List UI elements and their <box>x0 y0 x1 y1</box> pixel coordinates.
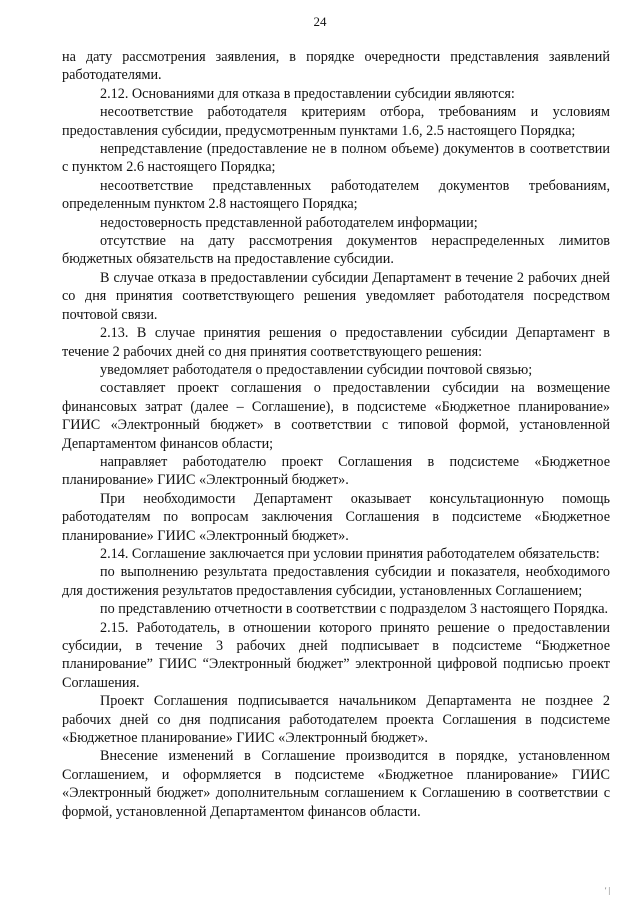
paragraph: 2.12. Основаниями для отказа в предоставлении субсидии являются: <box>100 85 515 102</box>
paragraph: уведомляет работодателя о предоставлении субсидии почтовой связью; <box>100 361 533 378</box>
paragraph: Проект Соглашения подписывается начальником Департамента не позднее 2 рабочих дней со дня подписания работодателем проекта Соглашения в подсистеме «Бюджетное планирование» ГИИС «Электронный бюджет». <box>62 693 610 747</box>
paragraph: отсутствие на дату рассмотрения документов нераспределенных лимитов бюджетных обязательств на предоставление субсидии. <box>62 233 610 268</box>
paragraph: на дату рассмотрения заявления, в порядке очередности представления заявлений работодателями. <box>62 49 610 84</box>
document-body <box>62 48 610 821</box>
paragraph: несоответствие работодателя критериям отбора, требованиям и условиям предоставления субсидии, предусмотренным пунктами 1.6, 2.5 настоящего Порядка; <box>62 104 610 139</box>
paragraph: 2.13. В случае принятия решения о предоставлении субсидии Департамент в течение 2 рабочих дней со дня принятия соответствующего решения: <box>62 325 610 360</box>
paragraph: недостоверность представленной работодателем информации; <box>100 214 478 231</box>
paragraph: При необходимости Департамент оказывает консультационную помощь работодателям по вопросам заключения Соглашения в подсистеме «Бюджетное планирование» ГИИС «Электронный бюджет». <box>62 490 610 544</box>
corner-mark: ' | <box>604 886 610 895</box>
paragraph: по представлению отчетности в соответствии с подразделом 3 настоящего Порядка. <box>100 601 609 618</box>
paragraph: несоответствие представленных работодателем документов требованиям, определенным пунктом 2.8 настоящего Порядка; <box>62 177 610 213</box>
paragraph: В случае отказа в предоставлении субсидии Департамент в течение 2 рабочих дней со дня принятия соответствующего решения уведомляет работодателя посредством почтовой связи. <box>62 269 610 323</box>
paragraph: направляет работодателю проект Соглашения в подсистеме «Бюджетное планирование» ГИИС «Электронный бюджет». <box>62 453 610 489</box>
paragraph: по выполнению результата предоставления субсидии и показателя, необходимого для достижения результатов предоставления субсидии, установленных Соглашением; <box>62 564 610 599</box>
paragraph: Внесение изменений в Соглашение производится в порядке, установленном Соглашением, и оформляется в подсистеме «Бюджетное планирование» ГИИС «Электронный бюджет» дополнительным соглашением к Соглашению в соответствии с формой, установленной Департаментом финансов области. <box>62 748 610 820</box>
paragraph: непредставление (предоставление не в полном объеме) документов в соответствии с пунктом 2.6 настоящего Порядка; <box>62 141 610 176</box>
page-number: 24 <box>313 14 327 29</box>
paragraph: составляет проект соглашения о предоставлении субсидии на возмещение финансовых затрат (далее – Соглашение), в подсистеме «Бюджетное планирование» ГИИС «Электронный бюджет» в соответствии с типовой формой, установленной Департаментом финансов области; <box>62 380 610 452</box>
paragraph: 2.14. Соглашение заключается при условии принятия работодателем обязательств: <box>100 545 600 562</box>
paragraph: 2.15. Работодатель, в отношении которого принято решение о предоставлении субсидии, в течение 3 рабочих дней подписывает в подсистеме “Бюджетное планирование” ГИИС “Электронный бюджет” электронной цифровой подписью проект Соглашения. <box>62 619 610 691</box>
